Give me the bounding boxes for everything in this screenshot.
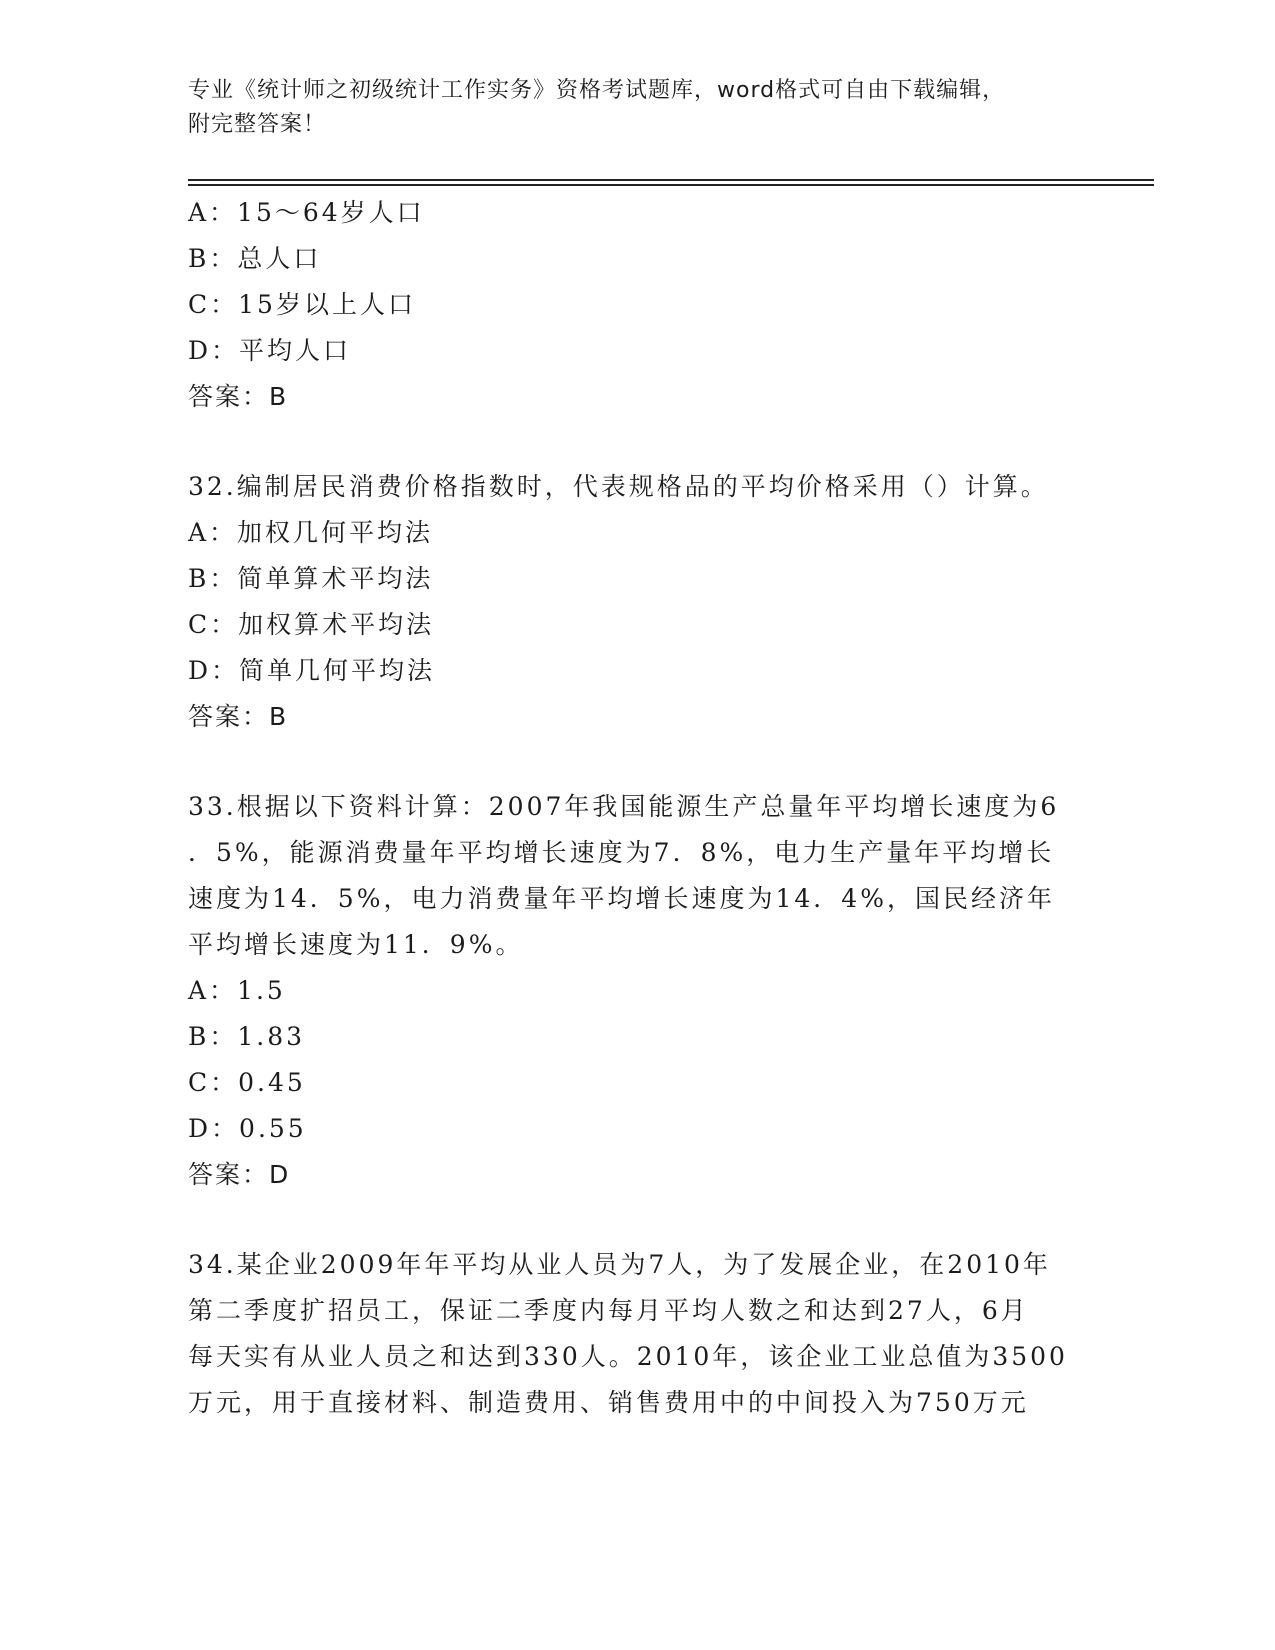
- option-d: D：平均人口: [188, 336, 352, 365]
- spacer: [188, 420, 1088, 464]
- question-33-block: [188, 784, 1088, 1198]
- document-body: [188, 190, 1088, 1426]
- question-line: ．5%，能源消费量年平均增长速度为7．8%，电力生产量年平均增长: [188, 838, 1055, 867]
- answer-label: 答案：B: [188, 702, 289, 731]
- option-c: C：0.45: [188, 1068, 306, 1097]
- question-line: 第二季度扩招员工，保证二季度内每月平均人数之和达到27人，6月: [188, 1296, 1029, 1325]
- option-a: A：15～64岁人口: [188, 198, 425, 227]
- question-line: 平均增长速度为11．9%。: [188, 930, 524, 959]
- question-line: 33.根据以下资料计算：2007年我国能源生产总量年平均增长速度为6: [188, 792, 1060, 821]
- document-header: [188, 74, 1088, 142]
- question-line: 每天实有从业人员之和达到330人。2010年，该企业工业总值为3500: [188, 1342, 1068, 1371]
- question-32-block: [188, 464, 1088, 740]
- option-b: B：1.83: [188, 1022, 306, 1051]
- header-line-2: 附完整答案！: [188, 112, 327, 137]
- option-a: A：加权几何平均法: [188, 518, 434, 547]
- header-divider-bottom: [188, 184, 1154, 186]
- header-divider-top: [188, 179, 1154, 181]
- question-31-block: [188, 190, 1088, 420]
- answer-label: 答案：D: [188, 1160, 291, 1189]
- option-c: C：15岁以上人口: [188, 290, 416, 319]
- question-line: 34.某企业2009年年平均从业人员为7人，为了发展企业，在2010年: [188, 1250, 1051, 1279]
- spacer: [188, 1198, 1088, 1242]
- option-b: B：总人口: [188, 244, 322, 273]
- question-text: [188, 784, 1078, 968]
- question-line: 万元，用于直接材料、制造费用、销售费用中的中间投入为750万元: [188, 1388, 1029, 1417]
- question-line: 速度为14．5%，电力消费量年平均增长速度为14．4%，国民经济年: [188, 884, 1055, 913]
- question-text: [188, 1242, 1078, 1426]
- option-b: B：简单算术平均法: [188, 564, 434, 593]
- option-d: D：简单几何平均法: [188, 656, 436, 685]
- question-34-block: [188, 1242, 1088, 1426]
- option-c: C：加权算术平均法: [188, 610, 435, 639]
- question-text: 32.编制居民消费价格指数时，代表规格品的平均价格采用（）计算。: [188, 472, 1049, 501]
- option-a: A：1.5: [188, 976, 286, 1005]
- spacer: [188, 740, 1088, 784]
- option-d: D：0.55: [188, 1114, 307, 1143]
- answer-label: 答案：B: [188, 382, 289, 411]
- header-line-1: 专业《统计师之初级统计工作实务》资格考试题库，word格式可自由下载编辑，: [188, 78, 1006, 103]
